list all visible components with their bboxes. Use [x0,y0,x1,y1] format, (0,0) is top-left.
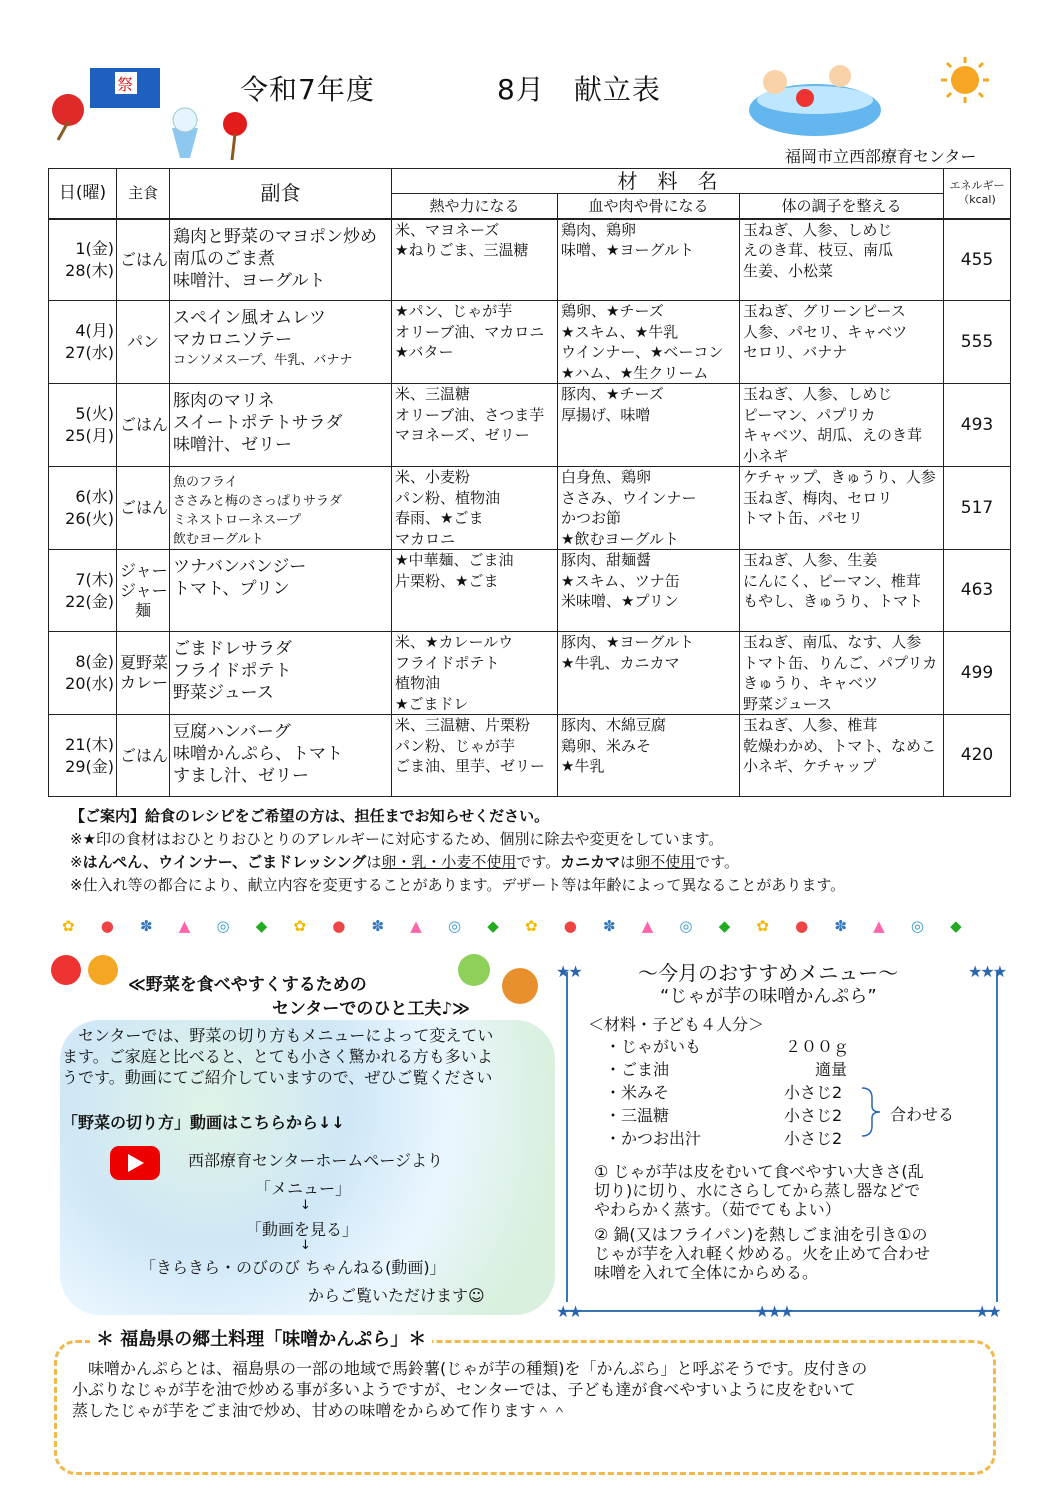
staple-cell: ごはん [117,467,170,550]
energy-food-cell: 米、★カレールウ フライドポテト 植物油 ★ごまドレ [392,632,558,715]
watermelon-icon: ◆ [255,917,268,935]
staple-cell: ごはん [117,219,170,301]
vegetable-icons [48,952,128,988]
lifebuoy-icon: ◎ [447,917,462,935]
kcal-cell: 455 [944,219,1011,301]
kcal-cell: 493 [944,384,1011,467]
cabbage-icon [458,954,490,986]
day-cell: 6(水) 26(火) [49,467,117,550]
ingredient-amount: 小さじ2 [784,1083,843,1102]
bottom-box-text: 味噌かんぷらとは、福島県の一部の地域で馬鈴薯(じゃが芋の種類)を「かんぷら」と呼ぶそうです。皮付きの 小ぶりなじゃが芋を油で炒める事が多いようですが、センターでは、子ども達が食べやすいように皮をむいて 蒸したじゃが芋をごま油で炒め、甘めの味噌をからめて作ります＾＾ [72,1359,868,1420]
ball-icon [796,89,814,107]
notes [70,805,1020,897]
sunflower-icon: ✿ [293,917,307,935]
shaved-ice-icon: ▲ [178,917,191,935]
star-icon: ★★ [556,962,581,981]
header-body-food: 血や肉や骨になる [558,194,740,219]
beach-ball-icon: ● [563,917,577,935]
side-dish-cell: ツナバンバンジー トマト、プリン [170,550,392,632]
staple-cell: ジャー ジャー 麺 [117,550,170,632]
energy-food-cell: ★パン、じゃが芋 オリーブ油、マカロニ ★バター [392,301,558,384]
ingredient-name: ・三温糖 [605,1106,670,1125]
recipe-subtitle: “じゃが芋の味噌かんぷら” [660,986,877,1007]
pinwheel-icon: ✽ [140,917,153,935]
beach-ball-icon: ● [332,917,346,935]
homepage-text: 西部療育センターホームページより [188,1151,444,1170]
ingredient-amount: ２００ｇ [785,1037,850,1056]
recipe-steps: ① じゃが芋は皮をむいて食べやすい大きさ(乱 切り)に切り、水にさらしてから蒸し器などで やわらかく蒸す。（茹でてもよい） ② 鍋(又はフライパン)を熱しごま油を引き①の じゃが芋を入れ軽く炒める。火を止めて合わせ 味噌を入れて全体にからめる。 [594,1162,931,1282]
kcal-cell: 463 [944,550,1011,632]
condition-food-cell: 玉ねぎ、人参、しめじ ピーマン、パプリカ キャベツ、胡瓜、えのき茸 小ネギ [740,384,944,467]
kcal-cell: 555 [944,301,1011,384]
kcal-cell: 499 [944,632,1011,715]
fan-icon [52,94,84,126]
body-food-cell: 豚肉、★チーズ 厚揚げ、味噌 [558,384,740,467]
lifebuoy-icon: ◎ [679,917,693,935]
pool-illustration [745,62,885,142]
notes-allergy-line: ※★印の食材はおひとりおひとりのアレルギーに対応するため、個別に除去や変更をしています。 [70,830,724,848]
body-food-cell: 鶏肉、鶏卵 味噌、★ヨーグルト [558,219,740,301]
energy-food-cell: 米、小麦粉 パン粉、植物油 春雨、★ごま マカロニ [392,467,558,550]
header-energy: エネルギー （kcal) [944,169,1011,219]
watch-video-step: 「動画を見る」 [246,1220,359,1239]
condition-food-cell: 玉ねぎ、南瓜、なす、人参 トマト缶、りんご、パプリカ きゅうり、キャベツ 野菜ジュース [740,632,944,715]
header-condition-food: 体の調子を整える [740,194,944,219]
kcal-cell: 420 [944,715,1011,797]
left-box-title-line2: センターでのひと工夫♪≫ [272,999,470,1019]
header-side: 副食 [170,169,392,219]
day-cell: 8(金) 20(水) [49,632,117,715]
staple-cell: 夏野菜 カレー [117,632,170,715]
menu-step: 「メニュー」 [255,1179,352,1198]
side-dish-cell: 魚のフライ ささみと梅のさっぱりサラダ ミネストローネスープ 飲むヨーグルト [170,467,392,550]
beach-ball-icon: ● [795,917,809,935]
energy-food-cell: 米、三温糖、片栗粉 パン粉、じゃが芋 ごま油、里芋、ゼリー [392,715,558,797]
side-dish-cell: スペイン風オムレツ マカロニソテー コンソメスープ、牛乳、バナナ [170,301,392,384]
left-box-title-line1: ≪野菜を食べやすくするための [128,975,367,995]
recipe-title: ～今月のおすすめメニュー～ [638,961,899,985]
orange-icon [88,955,118,985]
play-icon [128,1154,144,1172]
staple-cell: パン [117,301,170,384]
body-food-cell: 豚肉、甜麺醤 ★スキム、ツナ缶 米味噌、★プリン [558,550,740,632]
day-cell: 21(木) 29(金) [49,715,117,797]
energy-food-cell: 米、マヨネーズ ★ねりごま、三温糖 [392,219,558,301]
header-day: 日(曜) [49,169,117,219]
ingredient-name: ・じゃがいも [605,1037,702,1056]
lifebuoy-icon: ◎ [910,917,924,935]
channel-link[interactable]: 「きらきら・のびのび ちゃんねる(動画)」 [140,1258,446,1277]
decorative-divider [62,912,962,940]
table-row [49,715,1011,797]
body-food-cell: 鶏卵、★チーズ ★スキム、★牛乳 ウインナー、★ベーコン ★ハム、★生クリーム [558,301,740,384]
ingredient-amount: 小さじ2 [784,1106,843,1125]
lifebuoy-icon: ◎ [216,917,230,935]
child-icon [829,65,851,87]
side-dish-cell: 鶏肉と野菜のマヨポン炒め 南瓜のごま煮 味噌汁、ヨーグルト [170,219,392,301]
staple-cell: ごはん [117,384,170,467]
sun-icon [935,55,995,105]
energy-food-cell: ★中華麺、ごま油 片栗粉、★ごま [392,550,558,632]
watermelon-icon: ◆ [718,917,731,935]
kcal-cell: 517 [944,467,1011,550]
condition-food-cell: 玉ねぎ、人参、椎茸 乾燥わかめ、トマト、なめこ 小ネギ、ケチャップ [740,715,944,797]
body-food-cell: 豚肉、木綿豆腐 鶏卵、米みそ ★牛乳 [558,715,740,797]
table-row [49,219,1011,301]
pinwheel-icon: ✽ [602,917,616,935]
condition-food-cell: ケチャップ、きゅうり、人参 玉ねぎ、梅肉、セロリ トマト缶、パセリ [740,467,944,550]
tomato-icon [51,955,81,985]
day-cell: 4(月) 27(水) [49,301,117,384]
side-dish-cell: 豆腐ハンバーグ 味噌かんぷら、トマト すまし汁、ゼリー [170,715,392,797]
day-cell: 5(火) 25(月) [49,384,117,467]
beach-ball-icon: ● [100,917,114,935]
header-ingredients: 材 料 名 [392,169,944,194]
festival-illustration [50,62,255,162]
view-from-text: からご覧いただけます☺ [308,1286,485,1305]
table-row [49,301,1011,384]
condition-food-cell: 玉ねぎ、人参、生姜 にんにく、ピーマン、椎茸 もやし、きゅうり、トマト [740,550,944,632]
ingredient-name: ・米みそ [605,1083,670,1102]
ingredient-amount: 小さじ2 [784,1129,843,1148]
watermelon-icon: ◆ [950,917,962,935]
onion-icon [502,968,538,1004]
recipe-frame-left [566,972,568,1302]
table-row [49,550,1011,632]
svg-text:祭: 祭 [117,75,134,94]
table-row [49,632,1011,715]
notes-recipe-line: 【ご案内】給食のレシピをご希望の方は、担任までお知らせください。 [70,807,550,825]
star-icon: ★★★ [755,1302,793,1321]
left-box-text: センターでは、野菜の切り方もメニューによって変えてい ます。ご家庭と比べると、とても小さく驚かれる方も多いよ うです。動画にてご紹介していますので、ぜひご覧ください [62,1026,494,1087]
sunflower-icon: ✿ [756,917,769,935]
arrow-icon: ↓ [300,1238,311,1253]
notes-change-line: ※仕入れ等の都合により、献立内容を変更することがあります。デザート等は年齢によって異なることがあります。 [70,876,846,894]
side-dish-cell: ごまドレサラダ フライドポテト 野菜ジュース [170,632,392,715]
watermelon-icon: ◆ [487,917,499,935]
page-month: 8月 献立表 [497,73,661,106]
bottom-box-title: ＊ 福島県の郷土料理「味噌かんぷら」＊ [90,1325,432,1351]
star-icon: ★★★ [968,962,1006,981]
side-dish-cell: 豚肉のマリネ スイートポテトサラダ 味噌汁、ゼリー [170,384,392,467]
mix-label: 合わせる [890,1105,955,1124]
pinwheel-icon: ✽ [371,917,385,935]
candy-apple-icon [223,112,247,136]
ingredient-name: ・かつお出汁 [605,1129,702,1148]
video-heading: 「野菜の切り方」動画はこちらから↓↓ [62,1113,345,1132]
ingredient-name: ・ごま油 [605,1060,670,1079]
day-cell: 7(木) 22(金) [49,550,117,632]
page-title: 令和7年度 [240,73,375,106]
body-food-cell: 豚肉、★ヨーグルト ★牛乳、カニカマ [558,632,740,715]
sunflower-icon: ✿ [62,917,75,935]
shaved-ice-icon: ▲ [641,917,654,935]
star-icon: ★★ [975,1302,1000,1321]
energy-food-cell: 米、三温糖 オリーブ油、さつま芋 マヨネーズ、ゼリー [392,384,558,467]
menu-table [48,168,1011,797]
header-staple: 主食 [117,169,170,219]
pinwheel-icon: ✽ [834,917,847,935]
header-energy-food: 熱や力になる [392,194,558,219]
condition-food-cell: 玉ねぎ、人参、しめじ えのき茸、枝豆、南瓜 生姜、小松菜 [740,219,944,301]
table-row [49,467,1011,550]
day-cell: 1(金) 28(木) [49,219,117,301]
arrow-icon: ↓ [300,1198,311,1213]
body-food-cell: 白身魚、鶏卵 ささみ、ウインナー かつお節 ★飲むヨーグルト [558,467,740,550]
staple-cell: ごはん [117,715,170,797]
sunflower-icon: ✿ [524,917,538,935]
recipe-frame-right [996,972,998,1302]
notes-ingredients-line: ※はんぺん、ウインナー、ごまドレッシングは卵・乳・小麦不使用です。カニカマは卵不使用です。 [70,853,740,871]
table-row [49,384,1011,467]
child-icon [763,70,787,94]
shaved-ice-icon: ▲ [410,917,422,935]
ingredients-heading: ＜材料・子ども４人分＞ [588,1015,765,1034]
bracket-icon [860,1086,890,1138]
shaved-ice-icon: ▲ [873,917,885,935]
ingredient-amount: 適量 [815,1060,848,1079]
condition-food-cell: 玉ねぎ、グリーンピース 人参、パセリ、キャベツ セロリ、バナナ [740,301,944,384]
organization-name: 福岡市立西部療育センター [785,147,977,166]
star-icon: ★★ [556,1302,581,1321]
